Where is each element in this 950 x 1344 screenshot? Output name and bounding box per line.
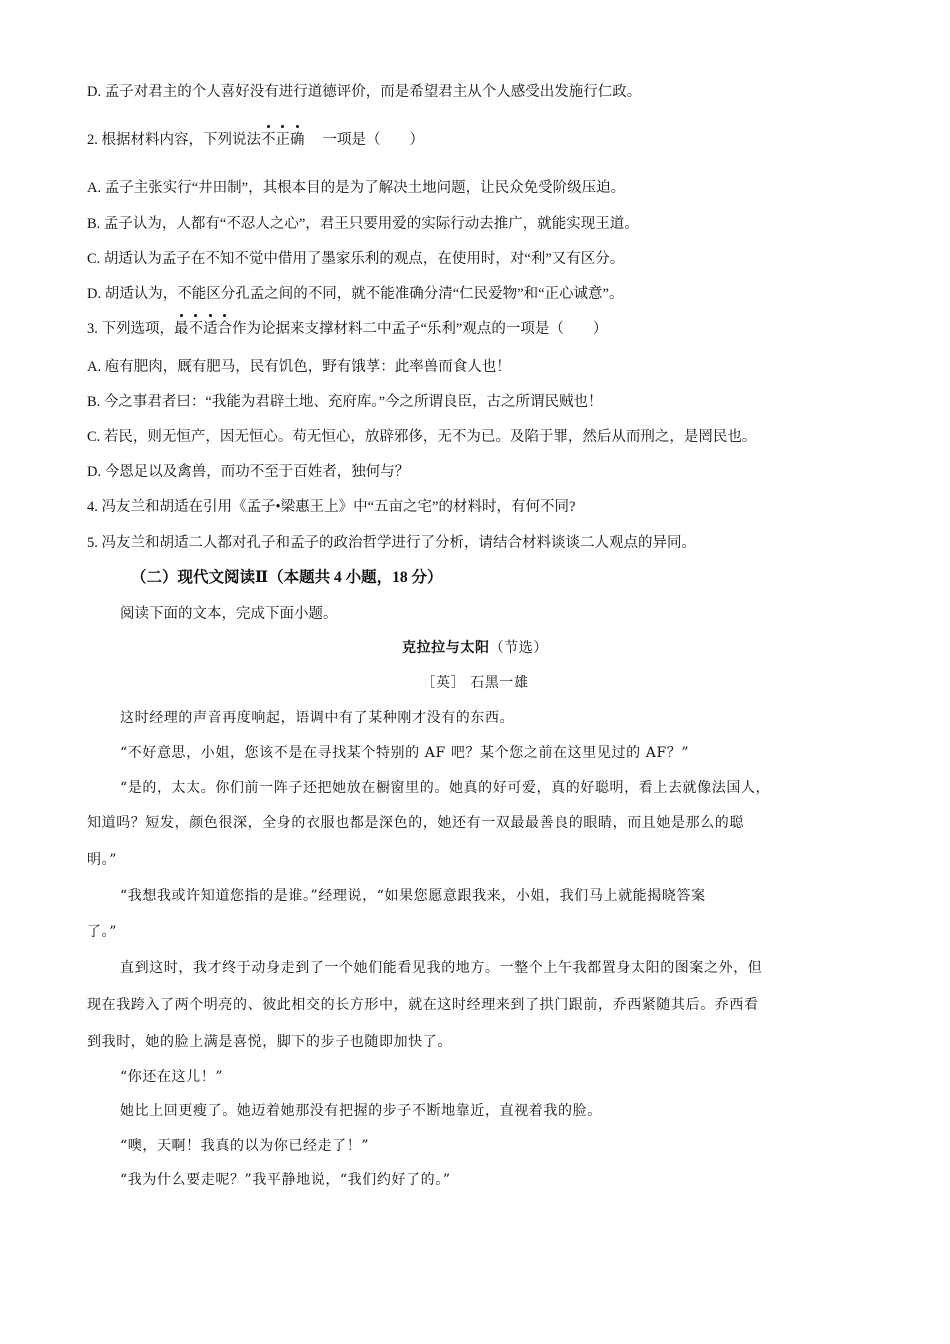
passage-paragraph: “噢，天啊！我真的以为你已经走了！” bbox=[120, 1138, 370, 1154]
q2-option-a: A. 孟子主张实行“井田制”，其根本目的是为了解决土地问题，让民众免受阶级压迫。 bbox=[87, 180, 626, 196]
passage-title-text: 克拉拉与太阳 bbox=[401, 640, 490, 656]
q2-emph-char: 确 bbox=[290, 132, 305, 148]
q3-stem-post: 作为论据来支撑材料二中孟子“乐利”观点的一项是（ ） bbox=[232, 321, 608, 337]
passage-paragraph: “我想我或许知道您指的是谁。”经理说，“如果您愿意跟我来，小姐，我们马上就能揭晓答案 bbox=[120, 888, 706, 904]
q2-emph-char: 正 bbox=[275, 132, 290, 148]
passage-title bbox=[0, 638, 950, 658]
passage-paragraph: 了。” bbox=[87, 924, 117, 940]
q2-option-c: C. 胡适认为孟子在不知不觉中借用了墨家乐利的观点，在使用时，对“利”又有区分。 bbox=[87, 251, 625, 267]
q3-stem-pre: 3. 下列选项， bbox=[87, 321, 174, 337]
q4-stem: 4. 冯友兰和胡适在引用《孟子•梁惠王上》中“五亩之宅”的材料时，有何不同? bbox=[87, 499, 576, 515]
q2-option-d: D. 胡适认为，不能区分孔孟之间的不同，就不能准确分清“仁民爱物”和“正心诚意”。 bbox=[87, 286, 624, 302]
q2-emph-char: 不 bbox=[261, 132, 276, 148]
instruction: 阅读下面的文本，完成下面小题。 bbox=[120, 606, 338, 622]
q3-option-c: C. 若民，则无恒产，因无恒心。苟无恒心，放辟邪侈，无不为已。及陷于罪，然后从而刑之，是罔民也。 bbox=[87, 429, 757, 445]
q2-stem-pre: 2. 根据材料内容，下列说法 bbox=[87, 132, 261, 148]
q3-option-d: D. 今恩足以及禽兽，而功不至于百姓者，独何与？ bbox=[87, 464, 410, 480]
passage-paragraph: 她比上回更瘦了。她迈着她那没有把握的步子不断地靠近，直视着我的脸。 bbox=[120, 1103, 602, 1119]
passage-paragraph: “我为什么要走呢？”我平静地说，“我们约好了的。” bbox=[120, 1172, 451, 1188]
q3-emph-char: 不 bbox=[188, 321, 203, 337]
q5-stem: 5. 冯友兰和胡适二人都对孔子和孟子的政治哲学进行了分析，请结合材料谈谈二人观点的异同。 bbox=[87, 535, 696, 551]
q3-emph-char: 最 bbox=[174, 321, 189, 337]
q3-emph-char: 合 bbox=[217, 321, 232, 337]
passage-paragraph: 知道吗？短发，颜色很深，全身的衣服也都是深色的，她还有一双最最善良的眼睛，而且她是那么的聪 bbox=[87, 815, 744, 831]
passage-paragraph: 明。” bbox=[87, 852, 117, 868]
passage-paragraph: 现在我跨入了两个明亮的、彼此相交的长方形中，就在这时经理来到了拱门跟前，乔西紧随其后。乔西看 bbox=[87, 997, 759, 1013]
q3-stem bbox=[87, 319, 870, 339]
passage-paragraph: 直到这时，我才终于动身走到了一个她们能看见我的地方。一整个上午我都置身太阳的图案之外，但 bbox=[120, 960, 763, 976]
q1-option-d: D. 孟子对君主的个人喜好没有进行道德评价，而是希望君主从个人感受出发施行仁政。 bbox=[87, 84, 642, 100]
q3-emph-char: 适 bbox=[203, 321, 218, 337]
q3-option-b: B. 今之事君者曰：“我能为君辟土地、充府库。”今之所谓良臣，古之所谓民贼也！ bbox=[87, 394, 603, 410]
passage-paragraph: “不好意思，小姐，您该不是在寻找某个特别的 AF 吧？某个您之前在这里见过的 AF？” bbox=[120, 745, 690, 761]
q2-stem bbox=[87, 130, 870, 150]
section-heading: （二）现代文阅读Ⅱ（本题共 4 小题，18 分） bbox=[131, 569, 443, 586]
passage-title-note: （节选） bbox=[489, 640, 548, 656]
passage-paragraph: “你还在这儿！” bbox=[120, 1069, 224, 1085]
q2-option-b: B. 孟子认为，人都有“不忍人之心”，君王只要用爱的实际行动去推广，就能实现王道。 bbox=[87, 216, 639, 232]
passage-author: ［英］ 石黑一雄 bbox=[421, 675, 529, 691]
passage-paragraph: 到我时，她的脸上满是喜悦，脚下的步子也随即加快了。 bbox=[87, 1034, 452, 1050]
q2-stem-post: 一项是（ ） bbox=[322, 132, 424, 148]
q3-option-a: A. 庖有肥肉，厩有肥马，民有饥色，野有饿莩：此率兽而食人也！ bbox=[87, 359, 511, 375]
passage-paragraph: “是的，太太。你们前一阵子还把她放在橱窗里的。她真的好可爱，真的好聪明，看上去就像法国人， bbox=[120, 780, 771, 796]
passage-paragraph: 这时经理的声音再度响起，语调中有了某种刚才没有的东西。 bbox=[120, 710, 515, 726]
